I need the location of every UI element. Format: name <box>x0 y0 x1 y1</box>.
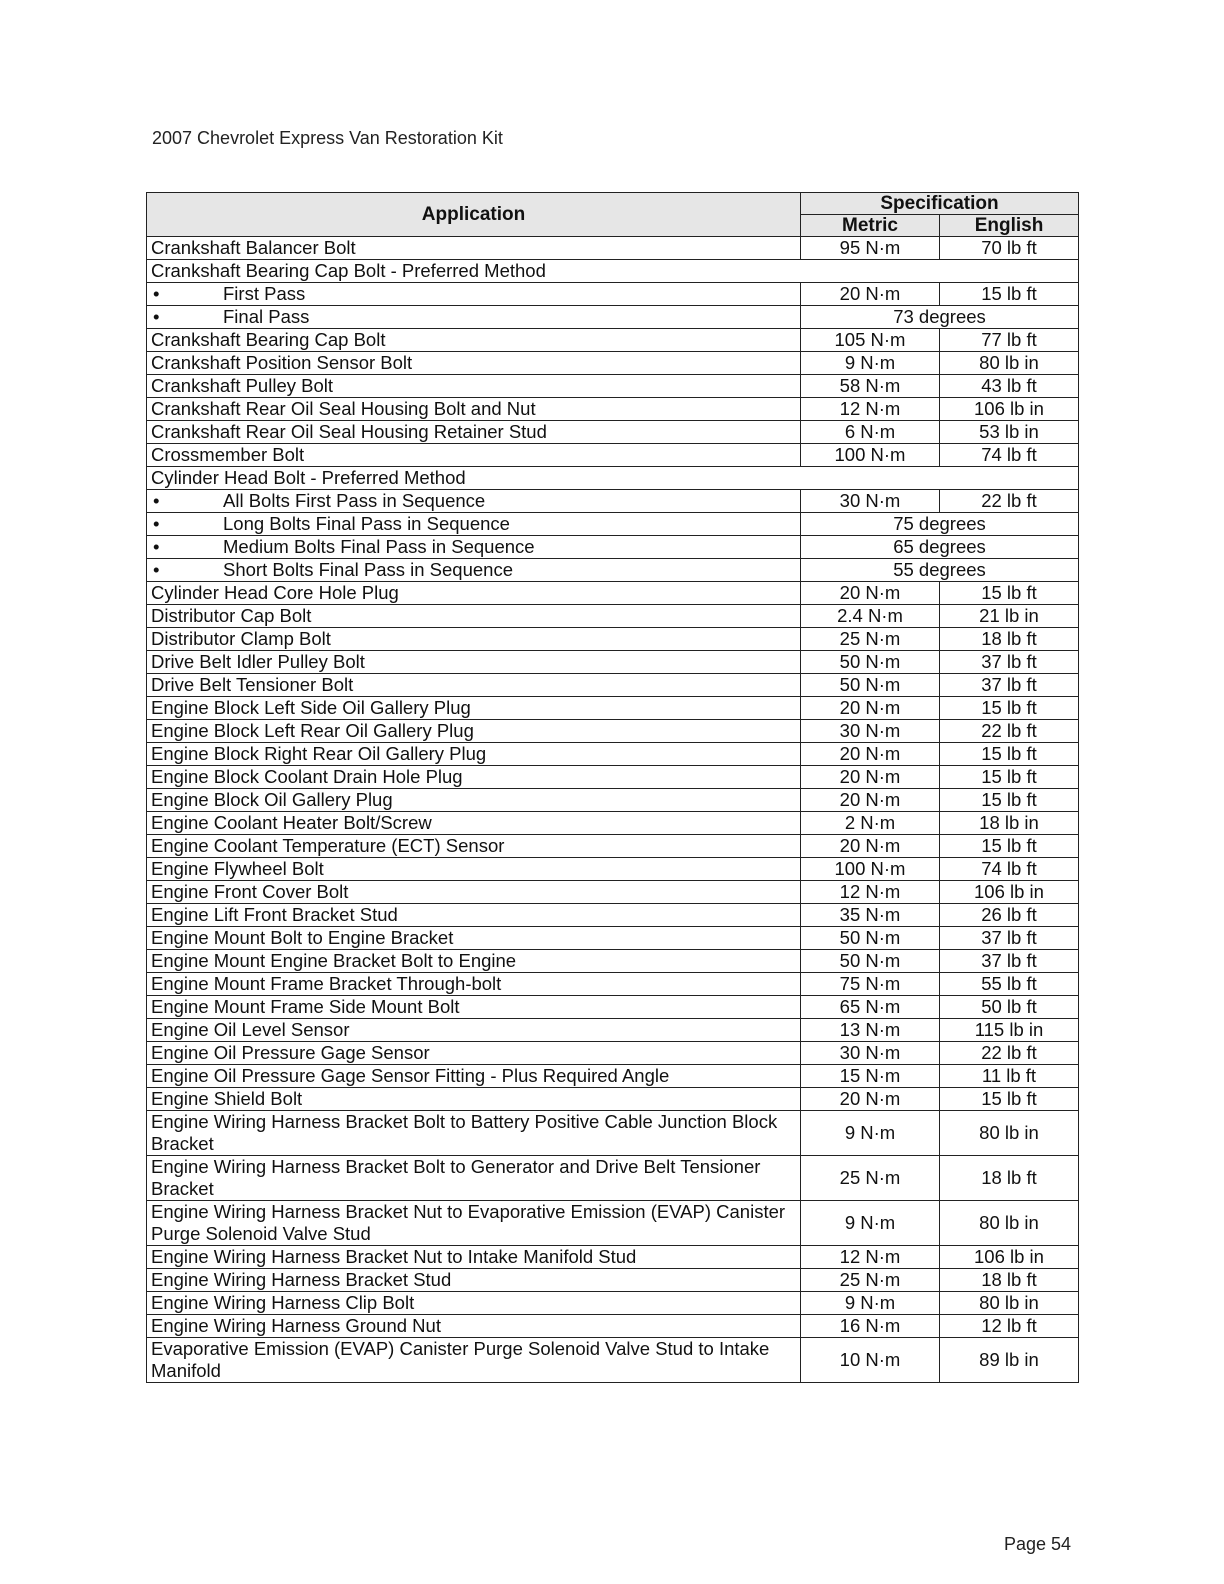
application-cell <box>147 996 801 1019</box>
metric-cell: 25 N·m <box>801 628 940 651</box>
metric-cell: 20 N·m <box>801 582 940 605</box>
application-text: Engine Block Left Rear Oil Gallery Plug <box>151 720 474 741</box>
application-cell <box>147 1338 801 1383</box>
column-header-english: English <box>940 215 1079 237</box>
metric-cell: 35 N·m <box>801 904 940 927</box>
table-row <box>147 444 1079 467</box>
english-cell: 70 lb ft <box>940 237 1079 260</box>
angle-spec-cell: 65 degrees <box>801 536 1079 559</box>
english-cell: 15 lb ft <box>940 743 1079 766</box>
english-cell: 15 lb ft <box>940 835 1079 858</box>
metric-cell: 65 N·m <box>801 996 940 1019</box>
application-text: Engine Coolant Temperature (ECT) Sensor <box>151 835 505 856</box>
english-cell: 22 lb ft <box>940 720 1079 743</box>
table-row <box>147 513 1079 536</box>
metric-cell: 6 N·m <box>801 421 940 444</box>
application-text: Crankshaft Bearing Cap Bolt - Preferred Method <box>151 260 546 281</box>
table-row <box>147 1201 1079 1246</box>
application-text: Crossmember Bolt <box>151 444 305 465</box>
application-text: Engine Block Right Rear Oil Gallery Plug <box>151 743 487 764</box>
application-cell <box>147 973 801 996</box>
application-text: Engine Wiring Harness Bracket Nut to Evaporative Emission (EVAP) Canister Purge Solenoid Valve Stud <box>151 1201 786 1244</box>
metric-cell: 100 N·m <box>801 444 940 467</box>
application-cell <box>147 260 1079 283</box>
metric-cell: 12 N·m <box>801 1246 940 1269</box>
metric-cell: 25 N·m <box>801 1156 940 1201</box>
metric-cell: 100 N·m <box>801 858 940 881</box>
metric-cell: 9 N·m <box>801 352 940 375</box>
english-cell: 15 lb ft <box>940 582 1079 605</box>
table-row <box>147 283 1079 306</box>
table-row <box>147 973 1079 996</box>
application-text: Engine Oil Level Sensor <box>151 1019 350 1040</box>
table-row <box>147 674 1079 697</box>
metric-cell: 20 N·m <box>801 835 940 858</box>
metric-cell: 10 N·m <box>801 1338 940 1383</box>
application-text: Engine Mount Frame Side Mount Bolt <box>151 996 460 1017</box>
application-cell <box>147 444 801 467</box>
application-cell <box>147 812 801 835</box>
application-cell <box>147 720 801 743</box>
application-cell <box>147 766 801 789</box>
english-cell: 26 lb ft <box>940 904 1079 927</box>
table-row <box>147 858 1079 881</box>
table-row <box>147 375 1079 398</box>
application-cell <box>147 1269 801 1292</box>
table-row <box>147 421 1079 444</box>
application-text: Engine Mount Engine Bracket Bolt to Engine <box>151 950 517 971</box>
metric-cell: 50 N·m <box>801 950 940 973</box>
application-cell <box>147 582 801 605</box>
application-text: Drive Belt Idler Pulley Bolt <box>151 651 365 672</box>
application-text: Engine Block Coolant Drain Hole Plug <box>151 766 463 787</box>
angle-spec-cell: 73 degrees <box>801 306 1079 329</box>
application-text: Crankshaft Pulley Bolt <box>151 375 334 396</box>
application-text: Engine Flywheel Bolt <box>151 858 324 879</box>
english-cell: 89 lb in <box>940 1338 1079 1383</box>
english-cell: 43 lb ft <box>940 375 1079 398</box>
english-cell: 80 lb in <box>940 1292 1079 1315</box>
application-cell <box>147 283 801 306</box>
metric-cell: 12 N·m <box>801 881 940 904</box>
english-cell: 37 lb ft <box>940 927 1079 950</box>
application-cell <box>147 421 801 444</box>
metric-cell: 20 N·m <box>801 697 940 720</box>
table-row <box>147 536 1079 559</box>
application-cell <box>147 306 801 329</box>
metric-cell: 16 N·m <box>801 1315 940 1338</box>
column-header-metric: Metric <box>801 215 940 237</box>
application-cell <box>147 674 801 697</box>
english-cell: 106 lb in <box>940 881 1079 904</box>
application-text: Evaporative Emission (EVAP) Canister Purge Solenoid Valve Stud to Intake Manifold <box>151 1338 770 1381</box>
application-text: Engine Wiring Harness Clip Bolt <box>151 1292 415 1313</box>
english-cell: 50 lb ft <box>940 996 1079 1019</box>
column-header-specification: Specification <box>801 193 1079 215</box>
application-text: Medium Bolts Final Pass in Sequence <box>223 536 535 557</box>
column-header-application: Application <box>147 193 801 237</box>
english-cell: 106 lb in <box>940 398 1079 421</box>
bullet-icon: • <box>153 513 160 534</box>
metric-cell: 13 N·m <box>801 1019 940 1042</box>
table-row <box>147 1338 1079 1383</box>
application-cell <box>147 1246 801 1269</box>
bullet-icon: • <box>153 559 160 580</box>
application-text: Engine Lift Front Bracket Stud <box>151 904 398 925</box>
table-row <box>147 306 1079 329</box>
metric-cell: 50 N·m <box>801 927 940 950</box>
application-text: Engine Block Left Side Oil Gallery Plug <box>151 697 471 718</box>
metric-cell: 20 N·m <box>801 766 940 789</box>
application-text: Engine Oil Pressure Gage Sensor Fitting - Plus Required Angle <box>151 1065 670 1086</box>
bullet-icon: • <box>153 490 160 511</box>
application-text: Engine Front Cover Bolt <box>151 881 349 902</box>
metric-cell: 9 N·m <box>801 1201 940 1246</box>
table-row <box>147 329 1079 352</box>
application-cell <box>147 536 801 559</box>
english-cell: 18 lb ft <box>940 628 1079 651</box>
application-text: First Pass <box>223 283 306 304</box>
table-row <box>147 582 1079 605</box>
application-text: Engine Wiring Harness Bracket Nut to Intake Manifold Stud <box>151 1246 637 1267</box>
application-cell <box>147 1156 801 1201</box>
english-cell: 15 lb ft <box>940 697 1079 720</box>
english-cell: 55 lb ft <box>940 973 1079 996</box>
table-row <box>147 789 1079 812</box>
application-text: All Bolts First Pass in Sequence <box>223 490 486 511</box>
english-cell: 74 lb ft <box>940 444 1079 467</box>
english-cell: 15 lb ft <box>940 1088 1079 1111</box>
application-text: Crankshaft Balancer Bolt <box>151 237 356 258</box>
document-title: 2007 Chevrolet Express Van Restoration Kit <box>152 128 503 148</box>
metric-cell: 9 N·m <box>801 1292 940 1315</box>
english-cell: 22 lb ft <box>940 1042 1079 1065</box>
application-cell <box>147 467 1079 490</box>
table-row <box>147 237 1079 260</box>
application-cell <box>147 697 801 720</box>
bullet-icon: • <box>153 536 160 557</box>
application-cell <box>147 881 801 904</box>
application-text: Distributor Cap Bolt <box>151 605 312 626</box>
table-row <box>147 835 1079 858</box>
application-cell <box>147 375 801 398</box>
table-row <box>147 720 1079 743</box>
angle-spec-cell: 75 degrees <box>801 513 1079 536</box>
english-cell: 106 lb in <box>940 1246 1079 1269</box>
table-row <box>147 628 1079 651</box>
table-group-row <box>147 467 1079 490</box>
english-cell: 37 lb ft <box>940 950 1079 973</box>
english-cell: 115 lb in <box>940 1019 1079 1042</box>
table-row <box>147 398 1079 421</box>
application-cell <box>147 1019 801 1042</box>
english-cell: 80 lb in <box>940 1111 1079 1156</box>
application-text: Engine Wiring Harness Bracket Bolt to Generator and Drive Belt Tensioner Bracket <box>151 1156 761 1199</box>
table-row <box>147 743 1079 766</box>
application-text: Engine Wiring Harness Ground Nut <box>151 1315 441 1336</box>
table-row <box>147 996 1079 1019</box>
table-row <box>147 1156 1079 1201</box>
table-row <box>147 1292 1079 1315</box>
application-cell <box>147 858 801 881</box>
application-cell <box>147 835 801 858</box>
english-cell: 15 lb ft <box>940 766 1079 789</box>
bullet-icon: • <box>153 283 160 304</box>
application-cell <box>147 237 801 260</box>
application-text: Engine Wiring Harness Bracket Bolt to Battery Positive Cable Junction Block Bracket <box>151 1111 778 1154</box>
english-cell: 11 lb ft <box>940 1065 1079 1088</box>
application-text: Engine Oil Pressure Gage Sensor <box>151 1042 430 1063</box>
application-text: Engine Mount Frame Bracket Through-bolt <box>151 973 502 994</box>
application-text: Engine Shield Bolt <box>151 1088 303 1109</box>
english-cell: 37 lb ft <box>940 674 1079 697</box>
metric-cell: 2.4 N·m <box>801 605 940 628</box>
table-row <box>147 1088 1079 1111</box>
application-text: Engine Block Oil Gallery Plug <box>151 789 393 810</box>
application-cell <box>147 789 801 812</box>
page-number: Page 54 <box>1004 1534 1072 1554</box>
application-text: Cylinder Head Bolt - Preferred Method <box>151 467 466 488</box>
bullet-icon: • <box>153 306 160 327</box>
application-text: Short Bolts Final Pass in Sequence <box>223 559 513 580</box>
application-text: Final Pass <box>223 306 310 327</box>
english-cell: 18 lb ft <box>940 1269 1079 1292</box>
table-row <box>147 1111 1079 1156</box>
table-header <box>147 193 1079 237</box>
application-text: Long Bolts Final Pass in Sequence <box>223 513 510 534</box>
application-cell <box>147 329 801 352</box>
table-row <box>147 605 1079 628</box>
metric-cell: 2 N·m <box>801 812 940 835</box>
application-cell <box>147 1292 801 1315</box>
metric-cell: 50 N·m <box>801 651 940 674</box>
table-row <box>147 1065 1079 1088</box>
application-text: Crankshaft Bearing Cap Bolt <box>151 329 386 350</box>
english-cell: 80 lb in <box>940 352 1079 375</box>
application-cell <box>147 904 801 927</box>
application-text: Drive Belt Tensioner Bolt <box>151 674 354 695</box>
metric-cell: 20 N·m <box>801 789 940 812</box>
english-cell: 18 lb in <box>940 812 1079 835</box>
application-text: Engine Coolant Heater Bolt/Screw <box>151 812 432 833</box>
application-cell <box>147 352 801 375</box>
application-cell <box>147 950 801 973</box>
table-row <box>147 1315 1079 1338</box>
english-cell: 80 lb in <box>940 1201 1079 1246</box>
english-cell: 74 lb ft <box>940 858 1079 881</box>
metric-cell: 20 N·m <box>801 283 940 306</box>
metric-cell: 30 N·m <box>801 720 940 743</box>
table-row <box>147 1019 1079 1042</box>
application-cell <box>147 1315 801 1338</box>
application-cell <box>147 1111 801 1156</box>
application-cell <box>147 513 801 536</box>
table-row <box>147 651 1079 674</box>
application-cell <box>147 1088 801 1111</box>
metric-cell: 20 N·m <box>801 1088 940 1111</box>
table-row <box>147 904 1079 927</box>
english-cell: 21 lb in <box>940 605 1079 628</box>
table-row <box>147 766 1079 789</box>
english-cell: 37 lb ft <box>940 651 1079 674</box>
table-row <box>147 927 1079 950</box>
application-text: Crankshaft Position Sensor Bolt <box>151 352 413 373</box>
metric-cell: 20 N·m <box>801 743 940 766</box>
table-row <box>147 697 1079 720</box>
english-cell: 15 lb ft <box>940 789 1079 812</box>
torque-spec-table <box>146 192 1079 1383</box>
metric-cell: 58 N·m <box>801 375 940 398</box>
metric-cell: 9 N·m <box>801 1111 940 1156</box>
english-cell: 18 lb ft <box>940 1156 1079 1201</box>
table-group-row <box>147 260 1079 283</box>
table-row <box>147 352 1079 375</box>
english-cell: 12 lb ft <box>940 1315 1079 1338</box>
english-cell: 77 lb ft <box>940 329 1079 352</box>
application-cell <box>147 490 801 513</box>
table-row <box>147 559 1079 582</box>
application-text: Cylinder Head Core Hole Plug <box>151 582 399 603</box>
angle-spec-cell: 55 degrees <box>801 559 1079 582</box>
table-row <box>147 1269 1079 1292</box>
table-row <box>147 950 1079 973</box>
metric-cell: 95 N·m <box>801 237 940 260</box>
metric-cell: 50 N·m <box>801 674 940 697</box>
english-cell: 15 lb ft <box>940 283 1079 306</box>
english-cell: 53 lb in <box>940 421 1079 444</box>
application-cell <box>147 651 801 674</box>
application-cell <box>147 1042 801 1065</box>
application-cell <box>147 559 801 582</box>
application-cell <box>147 1065 801 1088</box>
application-cell <box>147 628 801 651</box>
table-row <box>147 812 1079 835</box>
application-cell <box>147 927 801 950</box>
metric-cell: 75 N·m <box>801 973 940 996</box>
application-cell <box>147 743 801 766</box>
application-text: Engine Wiring Harness Bracket Stud <box>151 1269 452 1290</box>
metric-cell: 30 N·m <box>801 1042 940 1065</box>
table-row <box>147 881 1079 904</box>
application-cell <box>147 605 801 628</box>
table-body <box>147 237 1079 1383</box>
application-text: Crankshaft Rear Oil Seal Housing Retainer Stud <box>151 421 547 442</box>
application-cell <box>147 1201 801 1246</box>
metric-cell: 25 N·m <box>801 1269 940 1292</box>
table-row <box>147 1246 1079 1269</box>
application-text: Distributor Clamp Bolt <box>151 628 331 649</box>
metric-cell: 12 N·m <box>801 398 940 421</box>
metric-cell: 105 N·m <box>801 329 940 352</box>
table-row <box>147 1042 1079 1065</box>
application-text: Engine Mount Bolt to Engine Bracket <box>151 927 454 948</box>
table-row <box>147 490 1079 513</box>
english-cell: 22 lb ft <box>940 490 1079 513</box>
metric-cell: 30 N·m <box>801 490 940 513</box>
application-text: Crankshaft Rear Oil Seal Housing Bolt and Nut <box>151 398 536 419</box>
application-cell <box>147 398 801 421</box>
metric-cell: 15 N·m <box>801 1065 940 1088</box>
